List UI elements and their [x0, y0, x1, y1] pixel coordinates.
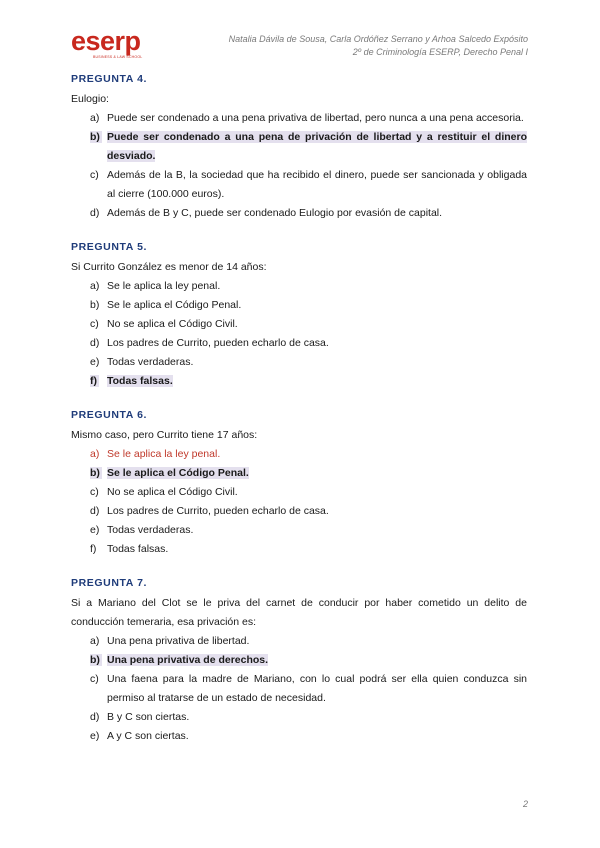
question-6	[71, 408, 527, 559]
option-text: Todas verdaderas.	[107, 524, 194, 536]
option-f	[71, 540, 527, 559]
option-list	[71, 632, 527, 746]
option-text: Puede ser condenado a una pena de privación de libertad y a restituir el dinero desviado.	[107, 131, 527, 162]
option-c	[71, 166, 527, 204]
option-letter: b)	[90, 299, 100, 311]
option-letter: a)	[90, 112, 100, 124]
option-letter: c)	[90, 673, 99, 685]
option-text: Se le aplica el Código Penal.	[107, 467, 249, 479]
option-text: No se aplica el Código Civil.	[107, 318, 238, 330]
option-letter: d)	[90, 711, 100, 723]
option-letter: e)	[90, 356, 100, 368]
option-text: Los padres de Currito, pueden echarlo de casa.	[107, 337, 329, 349]
question-stem: Eulogio:	[71, 93, 109, 105]
question-stem: Mismo caso, pero Currito tiene 17 años:	[71, 429, 258, 441]
option-d	[71, 334, 527, 353]
option-text: Se le aplica la ley penal.	[107, 448, 221, 460]
option-text: Se le aplica la ley penal.	[107, 280, 221, 292]
option-letter: d)	[90, 337, 100, 349]
option-c	[71, 670, 527, 708]
option-text: Además de B y C, puede ser condenado Eulogio por evasión de capital.	[107, 207, 443, 219]
option-letter: c)	[90, 486, 99, 498]
option-list	[71, 109, 527, 223]
option-text: Además de la B, la sociedad que ha recibido el dinero, puede ser sancionada y obligada al cierre (100.000 euros).	[107, 169, 527, 200]
option-f-correct	[71, 372, 527, 391]
option-text: Los padres de Currito, pueden echarlo de casa.	[107, 505, 329, 517]
option-text: Una pena privativa de derechos.	[107, 654, 269, 666]
option-text: A y C son ciertas.	[107, 730, 189, 742]
option-letter: a)	[90, 635, 100, 647]
option-e	[71, 353, 527, 372]
option-a-marked	[71, 445, 527, 464]
option-text: Una faena para la madre de Mariano, con lo cual podrá ser ella quien conduzca sin permiso al tratarse de un estado de necesidad.	[107, 673, 527, 704]
option-b-correct	[71, 128, 527, 166]
logo-text: eserp	[71, 26, 141, 56]
question-5	[71, 240, 527, 391]
option-a	[71, 277, 527, 296]
option-letter: a)	[90, 448, 100, 460]
option-c	[71, 483, 527, 502]
option-letter: b)	[90, 131, 100, 143]
option-letter: b)	[90, 654, 100, 666]
option-e	[71, 727, 527, 746]
option-a	[71, 109, 527, 128]
option-text: Todas falsas.	[107, 543, 169, 555]
option-b-correct	[71, 464, 527, 483]
option-letter: f)	[90, 543, 97, 555]
option-d	[71, 708, 527, 727]
option-text: No se aplica el Código Civil.	[107, 486, 238, 498]
option-text: Todas falsas.	[107, 375, 173, 387]
option-letter: d)	[90, 505, 100, 517]
question-title: PREGUNTA 5.	[71, 241, 148, 253]
question-stem: Si Currito González es menor de 14 años:	[71, 261, 267, 273]
option-letter: e)	[90, 524, 100, 536]
option-d	[71, 502, 527, 521]
option-a	[71, 632, 527, 651]
option-letter: c)	[90, 318, 99, 330]
header-course: 2º de Criminología ESERP, Derecho Penal I	[352, 47, 528, 57]
question-title: PREGUNTA 7.	[71, 577, 148, 589]
option-letter: e)	[90, 730, 100, 742]
option-b-correct	[71, 651, 527, 670]
option-text: Se le aplica el Código Penal.	[107, 299, 242, 311]
page-header	[229, 33, 528, 59]
question-7	[71, 576, 527, 746]
option-text: Puede ser condenado a una pena privativa de libertad, pero nunca a una pena accesoria.	[107, 112, 524, 124]
option-b	[71, 296, 527, 315]
option-letter: c)	[90, 169, 99, 181]
question-stem: Si a Mariano del Clot se le priva del carnet de conducir por haber cometido un delito de conducción temeraria, esa privación es:	[71, 597, 527, 628]
option-text: Una pena privativa de libertad.	[107, 635, 250, 647]
option-letter: f)	[90, 375, 97, 387]
eserp-logo	[71, 28, 143, 68]
page-number: 2	[522, 799, 528, 809]
option-list	[71, 445, 527, 559]
logo-subtext: BUSINESS & LAW SCHOOL	[93, 55, 143, 59]
header-authors: Natalia Dávila de Sousa, Carla Ordóñez Serrano y Arhoa Salcedo Expósito	[228, 34, 528, 44]
question-title: PREGUNTA 6.	[71, 409, 148, 421]
option-text: B y C son ciertas.	[107, 711, 190, 723]
option-letter: d)	[90, 207, 100, 219]
option-list	[71, 277, 527, 391]
option-text: Todas verdaderas.	[107, 356, 194, 368]
document-body	[71, 72, 527, 763]
option-d	[71, 204, 527, 223]
option-letter: a)	[90, 280, 100, 292]
option-c	[71, 315, 527, 334]
option-letter: b)	[90, 467, 100, 479]
question-4	[71, 72, 527, 223]
option-e	[71, 521, 527, 540]
question-title: PREGUNTA 4.	[71, 73, 148, 85]
